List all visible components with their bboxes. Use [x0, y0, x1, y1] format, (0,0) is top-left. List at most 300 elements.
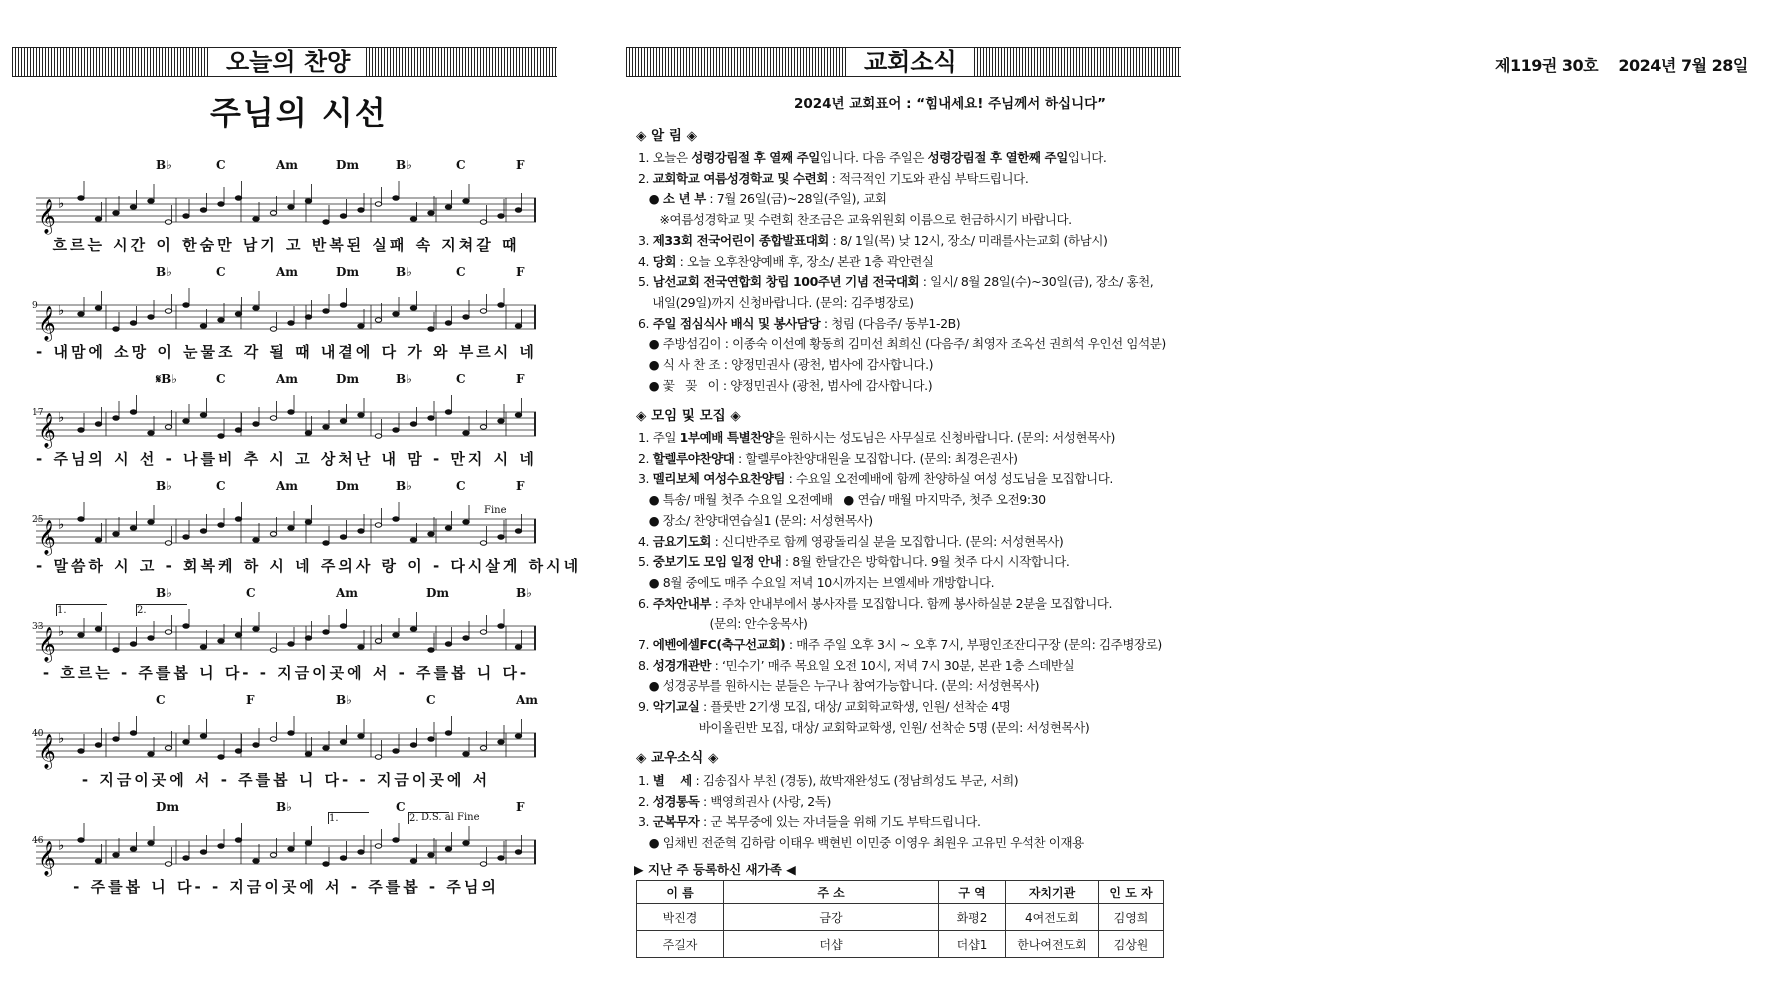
- note-head: [130, 731, 136, 736]
- note-head: [253, 743, 259, 748]
- list-item-text: 멜리보체 여성수요찬양팀: [652, 471, 786, 487]
- column-header: 이 름: [637, 881, 724, 904]
- music-system: [36, 158, 536, 258]
- praise-header-banner: [12, 47, 557, 77]
- note-head: [165, 220, 171, 225]
- list-item: [638, 169, 1028, 187]
- chord-label: C: [216, 479, 226, 493]
- music-system: [32, 479, 582, 579]
- list-item-text: : ‘민수기’ 매주 목요일 오전 10시, 저녁 7시 30분, 본관 1층 스데반실: [711, 657, 1075, 673]
- note-head: [428, 416, 434, 421]
- note-head: [113, 532, 119, 537]
- note-head: [200, 324, 206, 329]
- note-head: [498, 740, 504, 745]
- list-item-text: 1부예배 특별찬양: [679, 430, 774, 445]
- chord-label: B♭: [156, 586, 172, 600]
- note-head: [270, 416, 276, 421]
- chord-row: [36, 372, 536, 392]
- note-head: [340, 624, 346, 629]
- treble-clef-icon: 𝄞: [38, 199, 56, 234]
- chord-label: Dm: [156, 800, 180, 814]
- list-item: [638, 469, 1113, 487]
- note-head: [183, 740, 189, 745]
- note-head: [393, 749, 399, 754]
- chord-label: C: [156, 693, 166, 707]
- note-head: [305, 752, 311, 757]
- note-head: [183, 303, 189, 308]
- measure-number: 33: [32, 622, 44, 632]
- list-item-text: : 할렐루야찬양대원을 모집합니다. (문의: 최경은권사): [734, 450, 1018, 466]
- chord-label: F: [516, 800, 525, 814]
- list-item-text: 1. 오늘은: [638, 150, 692, 165]
- note-head: [375, 434, 381, 439]
- chord-label: Dm: [336, 479, 360, 493]
- list-item-text: 5.: [638, 274, 653, 290]
- list-item-text: 성경통독: [652, 793, 700, 809]
- note-head: [288, 847, 294, 852]
- note-head: [463, 752, 469, 757]
- chord-label: B♭: [396, 158, 412, 172]
- chord-label: Dm: [426, 586, 450, 600]
- list-item-text: 입니다. 다음 주일은: [819, 150, 928, 165]
- chord-label: F: [246, 693, 255, 707]
- chord-label: B♭: [396, 479, 412, 493]
- issue-date: 제119권 30호 2024년 7월 28일: [1495, 56, 1748, 75]
- list-item-text: ● 주방섬김이 : 이종숙 이선예 황동희 김미선 최희신 (다음주/ 최영자 조옥선 권희석 우인선 임석분): [638, 336, 1166, 352]
- note-head: [480, 862, 486, 867]
- note-head: [480, 425, 486, 430]
- list-item: [638, 376, 932, 394]
- note-head: [358, 645, 364, 650]
- note-head: [445, 410, 451, 415]
- notices-title: ◈ 알 림 ◈: [636, 128, 697, 144]
- note-head: [165, 425, 171, 430]
- note-head: [375, 318, 381, 323]
- chord-label: Am: [516, 693, 539, 707]
- note-head: [480, 220, 486, 225]
- note-head: [323, 425, 329, 430]
- note-head: [340, 535, 346, 540]
- list-item: [638, 552, 1069, 570]
- list-item: [638, 718, 1089, 736]
- key-flat-icon: ♭: [58, 838, 65, 854]
- note-head: [148, 841, 154, 846]
- song-title: 주님의 시선: [210, 94, 388, 132]
- note-head: [410, 306, 416, 311]
- list-item: [638, 833, 1084, 851]
- list-item: [638, 231, 1108, 249]
- note-head: [498, 856, 504, 861]
- note-head: [78, 312, 84, 317]
- note-head: [410, 422, 416, 427]
- music-system: [32, 800, 536, 900]
- note-head: [270, 327, 276, 332]
- note-head: [410, 217, 416, 222]
- column-header: 주 소: [724, 881, 939, 904]
- music-system: [32, 372, 537, 472]
- list-item-text: 입니다.: [1067, 150, 1107, 165]
- treble-clef-icon: 𝄞: [38, 520, 56, 555]
- note-head: [445, 205, 451, 210]
- note-head: [305, 199, 311, 204]
- note-head: [235, 517, 241, 522]
- note-head: [515, 413, 521, 418]
- note-head: [165, 630, 171, 635]
- list-item-text: : 7월 26일(금)~28일(주일), 교회: [705, 191, 887, 207]
- list-item: [638, 635, 1162, 653]
- key-flat-icon: ♭: [58, 731, 65, 747]
- chord-label: B♭: [156, 158, 172, 172]
- list-item: [638, 449, 1018, 467]
- note-head: [480, 630, 486, 635]
- treble-clef-icon: 𝄞: [38, 627, 56, 662]
- list-item-text: 당회: [652, 253, 677, 269]
- note-head: [235, 312, 241, 317]
- treble-clef-icon: 𝄞: [38, 306, 56, 341]
- chord-label: 𝄋B♭: [156, 372, 177, 386]
- note-head: [323, 630, 329, 635]
- note-head: [393, 838, 399, 843]
- note-head: [218, 755, 224, 760]
- list-item-text: 을 원하시는 성도님은 사무실로 신청바랍니다. (문의: 서성현목사): [773, 430, 1115, 445]
- table-header-row: [637, 881, 1164, 904]
- note-head: [515, 208, 521, 213]
- list-item-text: 내일(29일)까지 신청바랍니다. (문의: 김주병장로): [638, 294, 914, 310]
- note-head: [288, 642, 294, 647]
- list-item-text: 2.: [638, 793, 653, 809]
- measure-number: 46: [32, 836, 44, 846]
- note-head: [95, 538, 101, 543]
- list-item-text: : 매주 주일 오후 3시 ~ 오후 7시, 부평인조잔디구장 (문의: 김주병장로): [785, 637, 1162, 652]
- church-motto: 2024년 교회표어 : “힘내세요! 주님께서 하십니다”: [793, 96, 1107, 112]
- list-item-text: 별 세: [652, 773, 692, 788]
- chord-label: Am: [276, 158, 299, 172]
- key-flat-icon: ♭: [58, 517, 65, 533]
- note-head: [113, 211, 119, 216]
- note-head: [130, 321, 136, 326]
- note-head: [130, 526, 136, 531]
- list-item-text: : 8월 한달간은 방학합니다. 9월 첫주 다시 시작합니다.: [781, 554, 1070, 570]
- news-header: 교회소식: [848, 48, 973, 76]
- chord-label: C: [456, 158, 466, 172]
- note-head: [113, 737, 119, 742]
- chord-label: C: [216, 265, 226, 279]
- note-head: [288, 321, 294, 326]
- note-head: [95, 627, 101, 632]
- lyrics-line: - 흐르는 - 주를봅 니 다- - 지금이곳에 서 - 주를봅 니 다-: [42, 664, 530, 682]
- key-flat-icon: ♭: [58, 624, 65, 640]
- treble-clef-icon: 𝄞: [38, 841, 56, 876]
- note-head: [498, 303, 504, 308]
- note-head: [375, 523, 381, 528]
- note-head: [148, 199, 154, 204]
- list-item-text: : 주차 안내부에서 봉사자를 모집합니다. 함께 봉사하실분 2분을 모집합니다.: [711, 595, 1113, 611]
- note-head: [410, 743, 416, 748]
- list-item-text: 남선교회 전국연합회 창립 100주년 기념 전국대회: [652, 274, 920, 290]
- note-head: [270, 853, 276, 858]
- note-head: [445, 847, 451, 852]
- chord-label: Dm: [336, 372, 360, 386]
- note-head: [393, 517, 399, 522]
- chord-label: B♭: [156, 265, 172, 279]
- note-head: [148, 520, 154, 525]
- list-item-text: 금요기도회: [652, 533, 712, 549]
- list-item-text: ● 특송/ 매월 첫주 수요일 오전예배 ● 연습/ 매월 마지막주, 첫주 오전9:30: [638, 492, 1046, 508]
- note-head: [323, 309, 329, 314]
- list-item-text: 2.: [638, 170, 653, 186]
- list-item: [638, 511, 873, 529]
- list-item-text: ● 꽃 꽂 이 : 양정민권사 (광천, 범사에 감사합니다.): [638, 377, 933, 393]
- note-head: [148, 431, 154, 436]
- note-head: [235, 838, 241, 843]
- chord-label: F: [516, 158, 525, 172]
- table-cell: 박진경: [637, 904, 724, 931]
- list-item-text: 성경개관반: [652, 657, 712, 673]
- key-flat-icon: ♭: [58, 196, 65, 212]
- chord-label: C: [216, 158, 226, 172]
- table-row: [637, 931, 1164, 958]
- list-item: [638, 614, 808, 632]
- note-head: [218, 844, 224, 849]
- note-head: [393, 196, 399, 201]
- note-head: [95, 859, 101, 864]
- measure-number: 9: [32, 301, 38, 311]
- note-head: [253, 306, 259, 311]
- list-item-text: ● 임채빈 전준혁 김하람 이태우 백현빈 이민중 이영우 최원우 고유민 우석찬 이재용: [638, 835, 1084, 851]
- column-header: 인 도 자: [1099, 881, 1164, 904]
- list-item-text: : 신디반주로 함께 영광돌리실 분을 모집합니다. (문의: 서성현목사): [711, 533, 1064, 549]
- list-item-text: : 청림 (다음주/ 동부1-2B): [820, 315, 961, 331]
- note-head: [428, 211, 434, 216]
- recruit-title: ◈ 모임 및 모집 ◈: [636, 408, 741, 424]
- lyrics-line: - 내맘에 소망 이 눈물조 각 될 때 내곁에 다 가 와 부르시 네: [36, 343, 537, 361]
- chord-label: B♭: [336, 693, 352, 707]
- note-head: [410, 627, 416, 632]
- list-item-text: ● 8월 중에도 매주 수요일 저녁 10시까지는 브엘세바 개방합니다.: [638, 574, 995, 590]
- note-head: [305, 841, 311, 846]
- list-item-text: : 적극적인 기도와 관심 부탁드립니다.: [828, 170, 1029, 186]
- list-item-text: (문의: 안수웅목사): [638, 616, 808, 632]
- list-item-text: 8.: [638, 657, 653, 673]
- note-head: [428, 532, 434, 537]
- column-header: 구 역: [939, 881, 1006, 904]
- list-item-text: 3.: [638, 814, 653, 830]
- list-item-text: 성령강림절 후 열째 주일: [691, 150, 820, 165]
- note-head: [323, 541, 329, 546]
- note-head: [340, 856, 346, 861]
- list-item-text: 1.: [638, 773, 653, 788]
- note-head: [218, 202, 224, 207]
- note-head: [463, 636, 469, 641]
- chord-label: C: [396, 800, 406, 814]
- music-system: [32, 265, 537, 365]
- list-item: [638, 532, 1063, 550]
- table-cell: 김상원: [1099, 931, 1164, 958]
- chord-label: C: [246, 586, 256, 600]
- note-head: [323, 746, 329, 751]
- chord-row: [36, 158, 536, 178]
- note-head: [428, 648, 434, 653]
- list-item-text: 교회학교 여름성경학교 및 수련회: [652, 170, 829, 186]
- table-cell: 금강: [724, 904, 939, 931]
- list-item-text: 소 년 부: [662, 191, 706, 207]
- score-mark: D.S. al Fine: [421, 812, 480, 823]
- note-head: [288, 526, 294, 531]
- measure-number: 17: [32, 408, 44, 418]
- note-head: [113, 416, 119, 421]
- note-head: [183, 856, 189, 861]
- note-head: [253, 538, 259, 543]
- chord-label: B♭: [276, 800, 292, 814]
- note-head: [375, 755, 381, 760]
- list-item: [638, 148, 1107, 166]
- list-item-text: 에벤에셀FC(축구선교회): [652, 637, 786, 652]
- list-item: [638, 656, 1074, 674]
- list-item: [638, 428, 1115, 446]
- note-head: [200, 734, 206, 739]
- chord-row: [36, 693, 539, 713]
- note-head: [428, 327, 434, 332]
- note-head: [78, 749, 84, 754]
- note-head: [410, 859, 416, 864]
- score-mark: Fine: [484, 505, 507, 516]
- note-head: [235, 633, 241, 638]
- note-head: [393, 312, 399, 317]
- note-head: [113, 853, 119, 858]
- note-head: [253, 859, 259, 864]
- note-head: [165, 862, 171, 867]
- note-head: [393, 633, 399, 638]
- note-head: [200, 208, 206, 213]
- note-head: [515, 734, 521, 739]
- note-head: [130, 410, 136, 415]
- chord-label: B♭: [156, 479, 172, 493]
- list-item-text: ● 성경공부를 원하시는 분들은 누구나 참여가능합니다. (문의: 서성현목사): [638, 678, 1040, 694]
- music-system: [32, 693, 539, 793]
- note-head: [445, 321, 451, 326]
- note-head: [270, 737, 276, 742]
- note-head: [253, 422, 259, 427]
- note-head: [305, 315, 311, 320]
- chord-label: Am: [336, 586, 359, 600]
- praise-header: 오늘의 찬양: [210, 48, 366, 76]
- note-head: [113, 327, 119, 332]
- note-head: [323, 862, 329, 867]
- list-item-text: ● 장소/ 찬양대연습실1 (문의: 서성현목사): [638, 512, 873, 528]
- note-head: [270, 532, 276, 537]
- table-cell: 김영희: [1099, 904, 1164, 931]
- note-head: [183, 419, 189, 424]
- list-item: [638, 334, 1166, 352]
- list-item-text: ※여름성경학교 및 수련회 찬조금은 교육위원회 이름으로 헌금하시기 바랍니다.: [638, 212, 1072, 228]
- note-head: [165, 746, 171, 751]
- list-item-text: 주일 점심식사 배식 및 봉사담당: [652, 315, 821, 331]
- table-cell: 4여전도회: [1006, 904, 1099, 931]
- list-item-text: 제33회 전국어린이 종합발표대회: [652, 232, 829, 248]
- list-item: [638, 771, 1018, 789]
- list-item: [638, 676, 1039, 694]
- note-head: [340, 740, 346, 745]
- note-head: [288, 410, 294, 415]
- note-head: [358, 208, 364, 213]
- list-item-text: 바이올린반 모집, 대상/ 교회학교학생, 인원/ 선착순 5명 (문의: 서성현목사): [638, 719, 1090, 735]
- members-title: ◈ 교우소식 ◈: [636, 750, 719, 766]
- note-head: [498, 214, 504, 219]
- note-head: [480, 541, 486, 546]
- list-item-text: 군복무자: [652, 814, 700, 830]
- list-item-text: 6.: [638, 315, 653, 331]
- note-head: [200, 645, 206, 650]
- note-head: [515, 645, 521, 650]
- note-head: [480, 746, 486, 751]
- lyrics-line: - 지금이곳에 서 - 주를봅 니 다- - 지금이곳에 서: [81, 771, 491, 789]
- list-item: [638, 594, 1112, 612]
- note-head: [445, 526, 451, 531]
- key-flat-icon: ♭: [58, 303, 65, 319]
- note-head: [113, 648, 119, 653]
- note-head: [200, 850, 206, 855]
- note-head: [78, 838, 84, 843]
- chord-label: C: [216, 372, 226, 386]
- note-head: [235, 196, 241, 201]
- registration-title: ▶ 지난 주 등록하신 새가족 ◀: [634, 862, 796, 877]
- list-item: [638, 490, 1046, 508]
- note-head: [480, 309, 486, 314]
- list-item: [638, 697, 1010, 715]
- note-head: [375, 639, 381, 644]
- note-head: [498, 535, 504, 540]
- list-item-text: 성령강림절 후 열한째 주일: [927, 150, 1068, 165]
- list-item: [638, 573, 994, 591]
- table-cell: 더샵: [724, 931, 939, 958]
- list-item: [638, 314, 960, 332]
- note-head: [218, 318, 224, 323]
- note-head: [340, 419, 346, 424]
- lyrics-line: 흐르는 시간 이 한숨만 남기 고 반복된 실패 속 지쳐갈 때: [52, 236, 520, 254]
- note-head: [463, 841, 469, 846]
- chord-label: Dm: [336, 265, 360, 279]
- note-head: [78, 517, 84, 522]
- chord-label: C: [456, 372, 466, 386]
- note-head: [95, 422, 101, 427]
- note-head: [340, 214, 346, 219]
- table-cell: 한나여전도회: [1006, 931, 1099, 958]
- news-header-banner: [626, 47, 1181, 77]
- note-head: [375, 202, 381, 207]
- note-head: [78, 196, 84, 201]
- measure-number: 25: [32, 515, 44, 525]
- chord-label: C: [456, 265, 466, 279]
- chord-label: B♭: [396, 265, 412, 279]
- chord-label: Am: [276, 479, 299, 493]
- note-head: [235, 749, 241, 754]
- note-head: [340, 303, 346, 308]
- chord-label: F: [516, 479, 525, 493]
- list-item: [638, 812, 981, 830]
- note-head: [235, 428, 241, 433]
- list-item-text: : 백영희권사 (사랑, 2독): [699, 793, 831, 809]
- chord-row: [36, 265, 536, 285]
- note-head: [218, 639, 224, 644]
- note-head: [78, 633, 84, 638]
- list-item-text: 3.: [638, 471, 653, 487]
- note-head: [375, 844, 381, 849]
- note-head: [288, 205, 294, 210]
- note-head: [200, 529, 206, 534]
- measure-number: 40: [32, 729, 44, 739]
- note-head: [130, 642, 136, 647]
- treble-clef-icon: 𝄞: [38, 413, 56, 448]
